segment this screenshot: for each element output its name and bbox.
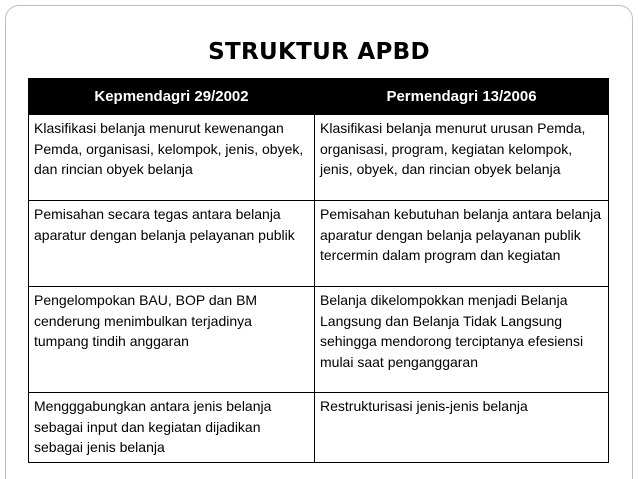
table-cell: Mengggabungkan antara jenis belanja sebagai input dan kegiatan dijadikan sebagai jenis belanja [29, 393, 315, 463]
table-cell: Pengelompokan BAU, BOP dan BM cenderung menimbulkan terjadinya tumpang tindih anggaran [29, 287, 315, 393]
table-cell: Klasifikasi belanja menurut urusan Pemda, organisasi, program, kegiatan kelompok, jenis, obyek, dan rincian obyek belanja [315, 115, 609, 201]
table-row [29, 115, 609, 201]
comparison-table [28, 78, 609, 463]
page-title: STRUKTUR APBD [208, 39, 430, 65]
table-cell: Belanja dikelompokkan menjadi Belanja Langsung dan Belanja Tidak Langsung sehingga mendorong terciptanya efesiensi mulai saat penganggaran [315, 287, 609, 393]
column-header-kepmendagri: Kepmendagri 29/2002 [29, 79, 315, 115]
column-header-permendagri: Permendagri 13/2006 [315, 79, 609, 115]
table-cell: Klasifikasi belanja menurut kewenangan Pemda, organisasi, kelompok, jenis, obyek, dan rincian obyek belanja [29, 115, 315, 201]
table-row [29, 201, 609, 287]
table-cell: Restrukturisasi jenis-jenis belanja [315, 393, 609, 463]
table-row [29, 287, 609, 393]
table-row [29, 393, 609, 463]
table-header-row [29, 79, 609, 115]
table-cell: Pemisahan kebutuhan belanja antara belanja aparatur dengan belanja pelayanan publik tercermin dalam program dan kegiatan [315, 201, 609, 287]
table-cell: Pemisahan secara tegas antara belanja aparatur dengan belanja pelayanan publik [29, 201, 315, 287]
